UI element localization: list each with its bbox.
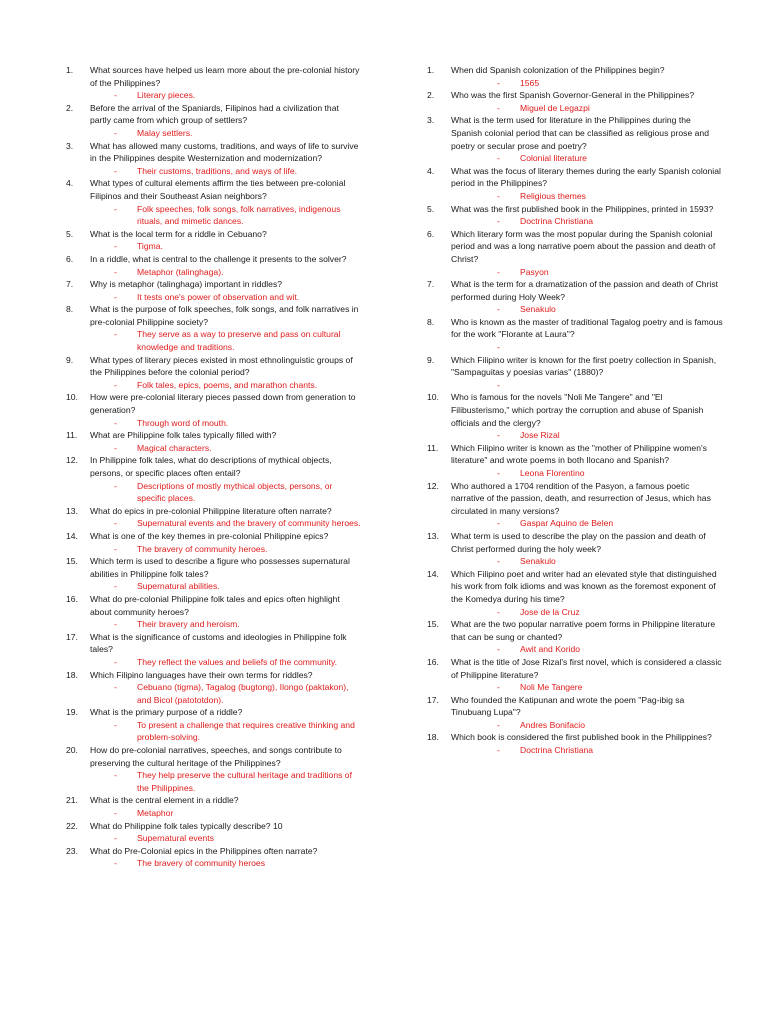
question-text: Who is known as the master of traditional Tagalog poetry and is famous for the work "Florante at Laura"?	[451, 316, 723, 340]
question-item	[66, 555, 362, 593]
answer-text: The bravery of community heroes	[137, 858, 266, 869]
question-text: Which Filipino writer is known for the first poetry collection in Spanish, "Sampaguitas y poesias varias" (1880)?	[451, 354, 717, 378]
answer-bullet: -	[497, 266, 500, 277]
answer-line	[451, 429, 723, 442]
answer-text: Cebuano (tigma), Tagalog (bugtong), Ilongo (paktakon), and Bicol (patototdon).	[137, 682, 349, 705]
question-text: Which Filipino poet and writer had an elevated style that distinguished his work from folk idioms and was known as the foremost exponent of the Komedya during his time?	[451, 568, 717, 604]
question-text: What are Philippine folk tales typically filled with?	[90, 430, 277, 441]
answer-line	[90, 442, 362, 455]
answer-line	[90, 291, 362, 304]
answer-line	[90, 517, 362, 530]
question-number: 2.	[66, 102, 74, 113]
question-item	[66, 593, 362, 631]
answer-bullet: -	[114, 833, 117, 844]
question-item	[427, 731, 723, 756]
answer-bullet: -	[497, 556, 500, 567]
question-number: 10.	[427, 392, 439, 403]
answer-line	[451, 555, 723, 568]
answer-bullet: -	[497, 606, 500, 617]
answer-bullet: -	[114, 581, 117, 592]
answer-text: Their bravery and heroism.	[137, 619, 240, 630]
answer-bullet: -	[114, 241, 117, 252]
answer-text: To present a challenge that requires creative thinking and problem-solving.	[137, 719, 355, 743]
question-number: 13.	[427, 530, 439, 541]
answer-text: Through word of mouth.	[137, 417, 229, 428]
question-number: 14.	[66, 530, 78, 541]
answer-text	[520, 379, 723, 392]
question-item	[66, 303, 362, 353]
answer-bullet: -	[497, 216, 500, 227]
question-item	[427, 354, 723, 392]
answer-bullet: -	[114, 379, 117, 390]
answer-bullet: -	[114, 656, 117, 667]
answer-line	[90, 165, 362, 178]
answer-line	[90, 618, 362, 631]
question-number: 18.	[66, 669, 78, 680]
answer-line	[90, 240, 362, 253]
question-item	[66, 102, 362, 140]
question-number: 11.	[427, 442, 439, 453]
answer-line	[90, 807, 362, 820]
question-text: What was the first published book in the Philippines, printed in 1593?	[451, 203, 714, 214]
answer-line	[90, 203, 362, 228]
answer-line	[451, 341, 723, 354]
answer-text: Metaphor (talinghaga).	[137, 266, 224, 277]
question-text: Who founded the Katipunan and wrote the poem "Pag-ibig sa Tinubuang Lupa"?	[451, 694, 685, 718]
question-number: 15.	[427, 619, 439, 630]
question-text: What do pre-colonial Philippine folk tales and epics often highlight about community heroes?	[90, 593, 340, 617]
question-text: What sources have helped us learn more about the pre-colonial history of the Philippines?	[90, 65, 360, 88]
answer-text: Supernatural events and the bravery of community heroes.	[137, 518, 361, 529]
question-number: 1.	[66, 65, 74, 75]
answer-line	[90, 127, 362, 140]
question-text: What is the primary purpose of a riddle?	[90, 707, 243, 718]
answer-bullet: -	[114, 90, 117, 101]
question-item	[427, 694, 723, 732]
question-text: Which Filipino languages have their own terms for riddles?	[90, 669, 313, 680]
left-question-column	[66, 64, 362, 870]
question-number: 18.	[427, 732, 439, 743]
answer-bullet: -	[497, 342, 500, 353]
answer-text: Tigma.	[137, 241, 163, 252]
question-text: What is the central element in a riddle?	[90, 795, 239, 806]
answer-text: The bravery of community heroes.	[137, 543, 268, 554]
question-text: Who was the first Spanish Governor-General in the Philippines?	[451, 90, 695, 101]
answer-bullet: -	[114, 480, 117, 491]
question-item	[427, 442, 723, 480]
question-number: 21.	[66, 795, 78, 806]
answer-line	[90, 266, 362, 279]
question-item	[427, 480, 723, 530]
answer-text: 1565	[520, 77, 540, 88]
answer-bullet: -	[114, 417, 117, 428]
answer-line	[90, 543, 362, 556]
question-number: 2.	[427, 90, 435, 101]
question-item	[66, 253, 362, 278]
question-text: What term is used to describe the play on the passion and death of Christ performed during the holy week?	[451, 530, 706, 554]
question-text: Which Filipino writer is known as the "mother of Philippine women's literature" and wrote poems in both Ilocano and Spanish?	[451, 442, 707, 466]
answer-bullet: -	[114, 329, 117, 340]
question-number: 9.	[66, 354, 74, 365]
answer-text: Doctrina Christiana	[520, 216, 594, 227]
answer-bullet: -	[497, 430, 500, 441]
question-number: 20.	[66, 745, 78, 756]
question-item	[427, 89, 723, 114]
answer-bullet: -	[114, 808, 117, 819]
answer-line	[451, 215, 723, 228]
answer-bullet: -	[497, 304, 500, 315]
answer-text: Leona Florentino	[520, 468, 585, 478]
question-number: 7.	[427, 279, 435, 290]
question-number: 5.	[66, 228, 74, 239]
question-item	[427, 114, 723, 164]
question-number: 13.	[66, 505, 78, 516]
question-number: 6.	[427, 228, 435, 239]
answer-text: Religious themes	[520, 190, 586, 201]
question-text: Which book is considered the first published book in the Philippines?	[451, 732, 712, 743]
question-number: 7.	[66, 279, 74, 290]
answer-text: Descriptions of mostly mythical objects, persons, or specific places.	[137, 480, 333, 504]
question-number: 1.	[427, 65, 435, 75]
question-text: Before the arrival of the Spaniards, Filipinos had a civilization that partly came from which group of settlers?	[90, 102, 339, 126]
question-number: 12.	[427, 480, 439, 491]
answer-line	[90, 379, 362, 392]
question-text: In a riddle, what is central to the challenge it presents to the solver?	[90, 253, 347, 264]
question-item	[427, 278, 723, 316]
question-item	[66, 391, 362, 429]
question-text: What types of literary pieces existed in most ethnolinguistic groups of the Philippines before the colonial period?	[90, 354, 353, 378]
answer-text: They serve as a way to preserve and pass on cultural knowledge and traditions.	[137, 329, 341, 353]
question-text: Why is metaphor (talinghaga) important in riddles?	[90, 279, 283, 290]
answer-line	[90, 580, 362, 593]
question-item	[66, 669, 362, 707]
question-text: What is the title of Jose Rizal's first novel, which is considered a classic of Philippine literature?	[451, 656, 722, 680]
answer-text: Folk speeches, folk songs, folk narratives, indigenous rituals, and mimetic dances.	[137, 203, 341, 227]
question-item	[66, 794, 362, 819]
question-item	[427, 316, 723, 354]
question-item	[66, 354, 362, 392]
answer-text: They reflect the values and beliefs of the community.	[137, 656, 337, 667]
answer-bullet: -	[114, 770, 117, 781]
question-text: How were pre-colonial literary pieces passed down from generation to generation?	[90, 392, 356, 416]
answer-bullet: -	[497, 682, 500, 693]
question-number: 14.	[427, 568, 439, 579]
answer-text	[520, 341, 723, 354]
question-text: What do epics in pre-colonial Philippine literature often narrate?	[90, 505, 332, 516]
answer-text: Jose de la Cruz	[520, 606, 580, 617]
answer-line	[451, 102, 723, 115]
answer-bullet: -	[114, 518, 117, 529]
question-item	[66, 820, 362, 845]
answer-line	[90, 656, 362, 669]
answer-line	[451, 467, 723, 480]
question-item	[427, 203, 723, 228]
question-text: What is the purpose of folk speeches, folk songs, and folk narratives in pre-colonial Philippine society?	[90, 304, 359, 327]
answer-text: Gaspar Aquino de Belen	[520, 518, 614, 529]
answer-line	[90, 857, 362, 870]
question-item	[66, 278, 362, 303]
question-number: 17.	[66, 631, 78, 642]
answer-text: Their customs, traditions, and ways of life.	[137, 165, 298, 176]
right-question-column	[427, 64, 723, 757]
question-number: 12.	[66, 455, 78, 466]
answer-line	[90, 681, 362, 706]
answer-line	[451, 517, 723, 530]
question-number: 8.	[66, 304, 74, 315]
question-number: 23.	[66, 845, 78, 856]
question-text: What has allowed many customs, traditions, and ways of life to survive in the Philippines despite Westernization and modernization?	[90, 140, 359, 164]
answer-text: It tests one's power of observation and wit.	[137, 291, 300, 302]
answer-bullet: -	[114, 165, 117, 176]
question-text: What is the significance of customs and ideologies in Philippine folk tales?	[90, 631, 347, 655]
answer-line	[451, 643, 723, 656]
question-number: 22.	[66, 820, 78, 831]
question-item	[66, 530, 362, 555]
answer-bullet: -	[114, 543, 117, 554]
answer-line	[451, 719, 723, 732]
answer-text: Senakulo	[520, 304, 556, 315]
answer-line	[90, 769, 362, 794]
answer-line	[451, 379, 723, 392]
question-item	[66, 631, 362, 669]
question-item	[66, 454, 362, 504]
answer-text: Noli Me Tangere	[520, 682, 583, 693]
question-item	[66, 429, 362, 454]
question-item	[427, 530, 723, 568]
answer-bullet: -	[497, 518, 500, 529]
answer-bullet: -	[497, 468, 500, 478]
question-text: What types of cultural elements affirm the ties between pre-colonial Filipinos and their Southeast Asian neighbors?	[90, 178, 346, 201]
question-number: 5.	[427, 203, 435, 214]
question-text: Which literary form was the most popular during the Spanish colonial period and was a long narrative poem about the passion and death of Christ?	[451, 228, 716, 264]
question-text: What was the focus of literary themes during the early Spanish colonial period in the Philippines?	[451, 165, 721, 189]
answer-bullet: -	[497, 153, 500, 164]
answer-line	[451, 152, 723, 165]
answer-text: Awit and Korido	[520, 644, 581, 655]
answer-text: Miguel de Legazpi	[520, 102, 590, 113]
question-number: 4.	[427, 165, 435, 176]
answer-text: They help preserve the cultural heritage and traditions of the Philippines.	[137, 770, 352, 793]
answer-bullet: -	[497, 644, 500, 655]
answer-bullet: -	[114, 127, 117, 138]
answer-bullet: -	[497, 379, 500, 390]
question-item	[427, 391, 723, 441]
answer-bullet: -	[497, 102, 500, 113]
question-item	[427, 228, 723, 278]
question-number: 9.	[427, 354, 435, 365]
answer-text: Literary pieces.	[137, 90, 196, 101]
question-number: 11.	[66, 430, 78, 441]
question-number: 8.	[427, 316, 435, 327]
question-text: What do Philippine folk tales typically describe? 10	[90, 820, 283, 831]
answer-line	[90, 328, 362, 353]
answer-text: Magical characters.	[137, 442, 212, 453]
question-item	[427, 64, 723, 89]
question-number: 15.	[66, 556, 78, 567]
answer-text: Doctrina Christiana	[520, 745, 594, 756]
question-text: In Philippine folk tales, what do descriptions of mythical objects, persons, or specific places often entail?	[90, 455, 332, 478]
answer-bullet: -	[497, 190, 500, 201]
question-number: 16.	[427, 656, 439, 667]
question-text: Which term is used to describe a figure who possesses supernatural abilities in Philippine folk tales?	[90, 556, 350, 579]
question-text: Who is famous for the novels "Noli Me Tangere" and "El Filibusterismo," which portray the corruption and abuse of Spanish officials and the clergy?	[451, 392, 704, 428]
question-number: 16.	[66, 593, 78, 604]
answer-bullet: -	[497, 745, 500, 756]
answer-text: Metaphor	[137, 808, 174, 819]
question-text: What is the term used for literature in the Philippines during the Spanish colonial period that can be classified as religious prose and poetry or secular prose and poetry?	[451, 115, 709, 151]
question-text: What is one of the key themes in pre-colonial Philippine epics?	[90, 530, 329, 541]
answer-bullet: -	[114, 682, 117, 693]
question-number: 3.	[66, 140, 74, 151]
answer-line	[451, 744, 723, 757]
answer-bullet: -	[114, 266, 117, 277]
question-item	[427, 618, 723, 656]
answer-line	[451, 266, 723, 279]
question-number: 4.	[66, 178, 74, 189]
question-number: 3.	[427, 115, 435, 126]
question-item	[66, 505, 362, 530]
question-text: When did Spanish colonization of the Philippines begin?	[451, 65, 665, 75]
question-item	[427, 165, 723, 203]
answer-line	[451, 606, 723, 619]
question-text: Who authored a 1704 rendition of the Pasyon, a famous poetic narrative of the passion, death, and resurrection of Jesus, which has circulated in many versions?	[451, 480, 711, 516]
question-number: 19.	[66, 707, 78, 718]
question-text: What are the two popular narrative poem forms in Philippine literature that can be sung or chanted?	[451, 619, 716, 642]
answer-text: Supernatural events	[137, 833, 214, 844]
question-item	[66, 845, 362, 870]
question-text: How do pre-colonial narratives, speeches, and songs contribute to preserving the cultural heritage of the Philippines?	[90, 745, 342, 768]
question-item	[66, 706, 362, 744]
answer-text: Colonial literature	[520, 153, 587, 164]
answer-text: Senakulo	[520, 556, 556, 567]
question-item	[66, 228, 362, 253]
answer-line	[90, 719, 362, 744]
question-item	[66, 744, 362, 794]
answer-text: Supernatural abilities.	[137, 581, 220, 592]
answer-line	[90, 417, 362, 430]
answer-line	[451, 681, 723, 694]
answer-bullet: -	[114, 858, 117, 869]
answer-line	[90, 89, 362, 102]
answer-line	[90, 832, 362, 845]
question-number: 10.	[66, 392, 78, 403]
question-item	[66, 64, 362, 102]
question-item	[427, 656, 723, 694]
answer-text: Andres Bonifacio	[520, 719, 585, 730]
answer-line	[90, 480, 362, 505]
answer-line	[451, 77, 723, 90]
answer-text: Pasyon	[520, 266, 549, 277]
question-item	[66, 140, 362, 178]
question-text: What is the term for a dramatization of the passion and death of Christ performed during Holy Week?	[451, 279, 719, 302]
question-text: What is the local term for a riddle in Cebuano?	[90, 228, 267, 239]
answer-bullet: -	[497, 719, 500, 730]
answer-bullet: -	[114, 619, 117, 630]
answer-bullet: -	[114, 442, 117, 453]
answer-bullet: -	[114, 203, 117, 214]
answer-text: Jose Rizal	[520, 430, 560, 441]
answer-bullet: -	[497, 77, 500, 88]
question-item	[427, 568, 723, 618]
answer-text: Folk tales, epics, poems, and marathon chants.	[137, 379, 318, 390]
question-number: 6.	[66, 253, 74, 264]
answer-text: Malay settlers.	[137, 127, 193, 138]
answer-bullet: -	[114, 719, 117, 730]
question-text: What do Pre-Colonial epics in the Philippines often narrate?	[90, 845, 318, 856]
question-number: 17.	[427, 694, 439, 705]
answer-bullet: -	[114, 291, 117, 302]
answer-line	[451, 303, 723, 316]
question-item	[66, 177, 362, 227]
answer-line	[451, 190, 723, 203]
